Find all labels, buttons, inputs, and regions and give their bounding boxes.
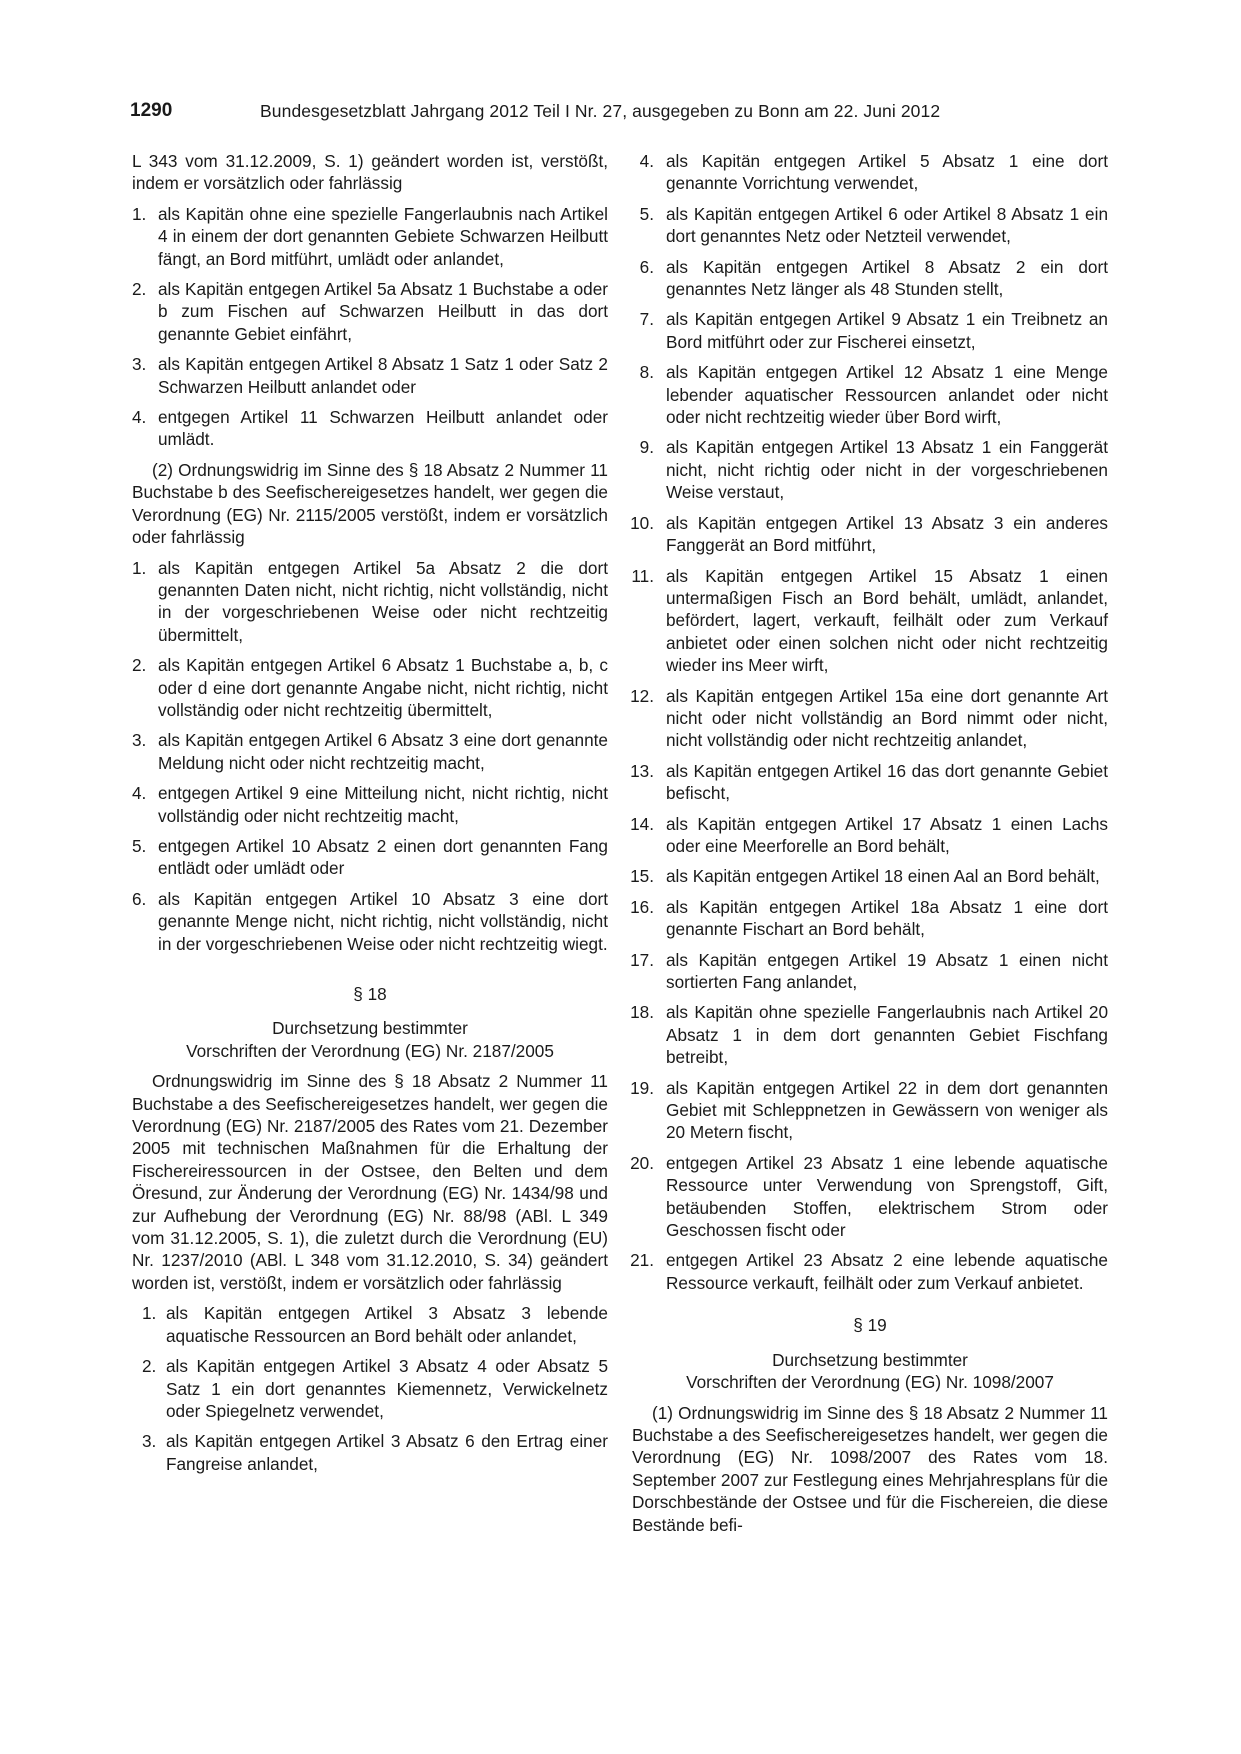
list-item-text: als Kapitän entgegen Artikel 5a Absatz 1 Buchstabe a oder b zum Fischen auf Schwarzen Heilbutt in das dort genannte Gebiet einfährt, <box>158 279 608 344</box>
list-item-text: als Kapitän entgegen Artikel 16 das dort genannte Gebiet befischt, <box>666 760 1108 804</box>
section-18-sign: § 18 <box>353 984 387 1004</box>
list-item-text: als Kapitän entgegen Artikel 5 Absatz 1 eine dort genannte Vorrichtung verwendet, <box>666 151 1108 194</box>
right-column <box>632 150 1108 1536</box>
list-item-text: als Kapitän entgegen Artikel 6 Absatz 3 eine dort genannte Meldung nicht oder nicht rechtzeitig macht, <box>158 730 608 773</box>
list-item-text: als Kapitän entgegen Artikel 8 Absatz 2 ein dort genanntes Netz länger als 48 Stunden stellt, <box>666 256 1108 300</box>
list-item-text: als Kapitän ohne spezielle Fangerlaubnis nach Artikel 20 Absatz 1 in dem dort genannten Gebiet Fischfang betreibt, <box>666 1002 1108 1068</box>
section-18-text: Ordnungswidrig im Sinne des § 18 Absatz 2 Nummer 11 Buchstabe a des Seefischereigesetzes handelt, wer gegen die Verordnung (EG) Nr. 2187/2005 des Rates vom 21. Dezember 2005 mit technischen Maßnahmen für die Erhaltung der Fischereiressourcen in der Ostsee, den Belten und dem Öresund, zur Änderung der Verordnung (EG) Nr. 1434/98 und zur Aufhebung der Verordnung (EG) Nr. 88/98 (ABl. L 349 vom 31.12.2005, S. 1), die zuletzt durch die Verordnung (EU) Nr. 1237/2010 (ABl. L 348 vom 31.12.2010, S. 34) geändert worden ist, verstößt, indem er vorsätzlich oder fahrlässig <box>132 1071 608 1293</box>
list-right <box>632 150 1108 1294</box>
list-item <box>132 1430 608 1475</box>
section-18-title: Durchsetzung bestimmter <box>272 1018 468 1039</box>
list-item <box>132 203 608 270</box>
list-item-number: 4. <box>639 151 654 171</box>
list-item-text: als Kapitän entgegen Artikel 6 Absatz 1 Buchstabe a, b, c oder d eine dort genannte Angabe nicht, nicht richtig, nicht vollständig oder nicht rechtzeitig übermittelt, <box>158 655 608 720</box>
list-item-number: 13. <box>630 760 654 781</box>
list-item-number: 14. <box>630 813 654 834</box>
list-item <box>632 256 1108 301</box>
list-item-number: 3. <box>132 730 147 751</box>
list-item-number: 9. <box>639 437 654 458</box>
list-item-number: 6. <box>639 256 654 277</box>
list-item <box>632 865 1108 887</box>
list-item-number: 5. <box>132 835 147 856</box>
list-item-number: 16. <box>630 896 654 917</box>
list-item <box>632 203 1108 248</box>
list-item-text: als Kapitän ohne eine spezielle Fangerlaubnis nach Artikel 4 in einem der dort genannten Gebiete Schwarzen Heilbutt fängt, an Bord mitführt, umlädt oder anlandet, <box>158 203 608 269</box>
list-item-text: entgegen Artikel 23 Absatz 1 eine lebende aquatische Ressource unter Verwendung von Sprengstoff, Gift, betäubenden Stoffen, elektrischem Strom oder Geschossen fischt oder <box>666 1152 1108 1241</box>
intro-paragraph: L 343 vom 31.12.2009, S. 1) geändert worden ist, verstößt, indem er vorsätzlich oder fahrlässig <box>132 151 608 194</box>
list-item-number: 2. <box>132 279 147 300</box>
list-item-number: 2. <box>142 1356 157 1377</box>
list-item <box>632 308 1108 353</box>
list-item <box>632 760 1108 805</box>
list-item-text: entgegen Artikel 9 eine Mitteilung nicht, nicht richtig, nicht vollständig oder nicht rechtzeitig macht, <box>158 783 608 826</box>
list-item <box>132 406 608 451</box>
list-item-number: 1. <box>132 203 147 224</box>
list-item-text: als Kapitän entgegen Artikel 13 Absatz 1 ein Fanggerät nicht, nicht richtig oder nicht in der vorgeschriebenen Weise verstaut, <box>666 437 1108 503</box>
list-item <box>132 835 608 880</box>
list-item <box>632 436 1108 503</box>
list-item-text: entgegen Artikel 10 Absatz 2 einen dort genannten Fang entlädt oder umlädt oder <box>158 835 608 879</box>
list-item-text: als Kapitän entgegen Artikel 8 Absatz 1 Satz 1 oder Satz 2 Schwarzen Heilbutt anlandet oder <box>158 354 608 397</box>
list-item <box>632 565 1108 677</box>
list-item-text: als Kapitän entgegen Artikel 19 Absatz 1 einen nicht sortierten Fang anlandet, <box>666 949 1108 992</box>
list-item <box>632 150 1108 195</box>
list-item-number: 20. <box>630 1152 654 1173</box>
list-item-number: 6. <box>132 888 147 909</box>
list-item-number: 21. <box>630 1250 654 1271</box>
list-item-number: 18. <box>630 1002 654 1023</box>
list-item-text: als Kapitän entgegen Artikel 15 Absatz 1 einen untermaßigen Fisch an Bord behält, umlädt, anlandet, befördert, lagert, verkauft, feilhält oder zum Verkauf anbietet oder einen solchen nicht oder nicht rechtzeitig wieder ins Meer wirft, <box>666 565 1108 676</box>
section-19-text: (1) Ordnungswidrig im Sinne des § 18 Absatz 2 Nummer 11 Buchstabe a des Seefischereigesetzes handelt, wer gegen die Verordnung (EG) Nr. 1098/2007 des Rates vom 18. September 2007 zur Festlegung eines Mehrjahresplans für die Dorschbestände der Ostsee und für die Fischereien, die diese Bestände befi- <box>632 1402 1108 1535</box>
list-item-text: als Kapitän entgegen Artikel 18 einen Aal an Bord behält, <box>666 866 1100 887</box>
list-item-text: als Kapitän entgegen Artikel 10 Absatz 3 eine dort genannte Menge nicht, nicht richtig, nicht vollständig, nicht in der vorgeschriebenen Weise oder nicht rechtzeitig wiegt. <box>158 888 608 954</box>
section-19-subtitle: Vorschriften der Verordnung (EG) Nr. 1098/2007 <box>686 1372 1054 1393</box>
list-item-number: 5. <box>639 203 654 224</box>
list-item-number: 1. <box>132 557 147 578</box>
list-item <box>132 1302 608 1347</box>
list-item <box>132 782 608 827</box>
section-19-heading <box>632 1314 1108 1393</box>
list-2 <box>132 557 608 956</box>
list-item-number: 3. <box>132 354 147 375</box>
page-number: 1290 <box>130 100 173 121</box>
list-item <box>632 512 1108 557</box>
list-item-text: als Kapitän entgegen Artikel 3 Absatz 3 lebende aquatische Ressourcen an Bord behält oder anlandet, <box>166 1303 608 1346</box>
list-item-text: als Kapitän entgegen Artikel 17 Absatz 1 einen Lachs oder eine Meerforelle an Bord behält, <box>666 813 1108 856</box>
list-item-text: als Kapitän entgegen Artikel 15a eine dort genannte Art nicht oder nicht vollständig an Bord nimmt oder nicht, nicht vollständig oder nicht rechtzeitig anlandet, <box>666 685 1108 751</box>
list-item-text: als Kapitän entgegen Artikel 9 Absatz 1 ein Treibnetz an Bord mitführt oder zur Fischerei einsetzt, <box>666 309 1108 352</box>
list-item-number: 11. <box>631 565 654 586</box>
list-item-number: 10. <box>630 512 654 533</box>
list-item-number: 8. <box>639 362 654 383</box>
list-item <box>132 557 608 647</box>
list-item-number: 15. <box>630 866 654 887</box>
list-item-number: 12. <box>630 685 654 706</box>
list-item-number: 17. <box>630 949 654 970</box>
list-item-text: als Kapitän entgegen Artikel 6 oder Artikel 8 Absatz 1 ein dort genanntes Netz oder Netzteil verwendet, <box>666 203 1108 247</box>
list-item <box>132 888 608 955</box>
list-item-number: 1. <box>142 1303 157 1324</box>
list-item-text: als Kapitän entgegen Artikel 3 Absatz 4 oder Absatz 5 Satz 1 ein dort genanntes Kiemennetz, Verwickelnetz oder Spiegelnetz verwendet, <box>166 1356 608 1421</box>
list-item-text: entgegen Artikel 23 Absatz 2 eine lebende aquatische Ressource verkauft, feilhält oder zum Verkauf anbietet. <box>666 1250 1108 1293</box>
list-item <box>632 813 1108 858</box>
section-19-title: Durchsetzung bestimmter <box>772 1349 968 1370</box>
list-item <box>632 949 1108 994</box>
list-item <box>132 353 608 398</box>
list-item <box>632 1152 1108 1242</box>
section-18-heading <box>132 983 608 1062</box>
list-item <box>632 1001 1108 1068</box>
list-item-text: als Kapitän entgegen Artikel 18a Absatz 1 eine dort genannte Fischart an Bord behält, <box>666 896 1108 940</box>
section-19-sign: § 19 <box>853 1315 887 1336</box>
list-item <box>632 1077 1108 1144</box>
page-header <box>130 100 1111 130</box>
list-item-number: 2. <box>132 655 147 676</box>
list-item-number: 4. <box>132 783 147 804</box>
list-1 <box>132 203 608 451</box>
list-item <box>132 1355 608 1422</box>
left-column <box>132 150 608 1483</box>
list-item-text: entgegen Artikel 11 Schwarzen Heilbutt anlandet oder umlädt. <box>158 407 608 450</box>
running-head: Bundesgesetzblatt Jahrgang 2012 Teil I Nr. 27, ausgegeben zu Bonn am 22. Juni 2012 <box>260 101 941 121</box>
list-item <box>132 729 608 774</box>
list-item-number: 19. <box>630 1077 654 1098</box>
list-item <box>132 654 608 721</box>
list-item-number: 7. <box>639 309 654 330</box>
list-item-text: als Kapitän entgegen Artikel 13 Absatz 3 ein anderes Fanggerät an Bord mitführt, <box>666 512 1108 556</box>
list-item <box>632 361 1108 428</box>
list-item <box>632 896 1108 941</box>
section-18-subtitle: Vorschriften der Verordnung (EG) Nr. 2187/2005 <box>186 1040 554 1061</box>
list-item <box>632 685 1108 752</box>
list-item-text: als Kapitän entgegen Artikel 3 Absatz 6 den Ertrag einer Fangreise anlandet, <box>166 1431 608 1474</box>
list-item-number: 4. <box>132 407 147 428</box>
list-item <box>132 278 608 345</box>
list-3 <box>132 1302 608 1475</box>
list-item <box>632 1249 1108 1294</box>
list-item-number: 3. <box>142 1431 157 1452</box>
list-item-text: als Kapitän entgegen Artikel 22 in dem dort genannten Gebiet mit Schleppnetzen in Gewässern von weniger als 20 Metern fischt, <box>666 1077 1108 1143</box>
list-item-text: als Kapitän entgegen Artikel 5a Absatz 2 die dort genannten Daten nicht, nicht richtig, nicht vollständig, nicht in der vorgeschriebenen Weise oder nicht rechtzeitig übermittelt, <box>158 557 608 645</box>
paragraph-2: (2) Ordnungswidrig im Sinne des § 18 Absatz 2 Nummer 11 Buchstabe b des Seefischereigesetzes handelt, wer gegen die Verordnung (EG) Nr. 2115/2005 verstößt, indem er vorsätzlich oder fahrlässig <box>132 459 608 548</box>
list-item-text: als Kapitän entgegen Artikel 12 Absatz 1 eine Menge lebender aquatischer Ressourcen anlandet oder nicht oder nicht rechtzeitig wieder über Bord wirft, <box>666 362 1108 428</box>
